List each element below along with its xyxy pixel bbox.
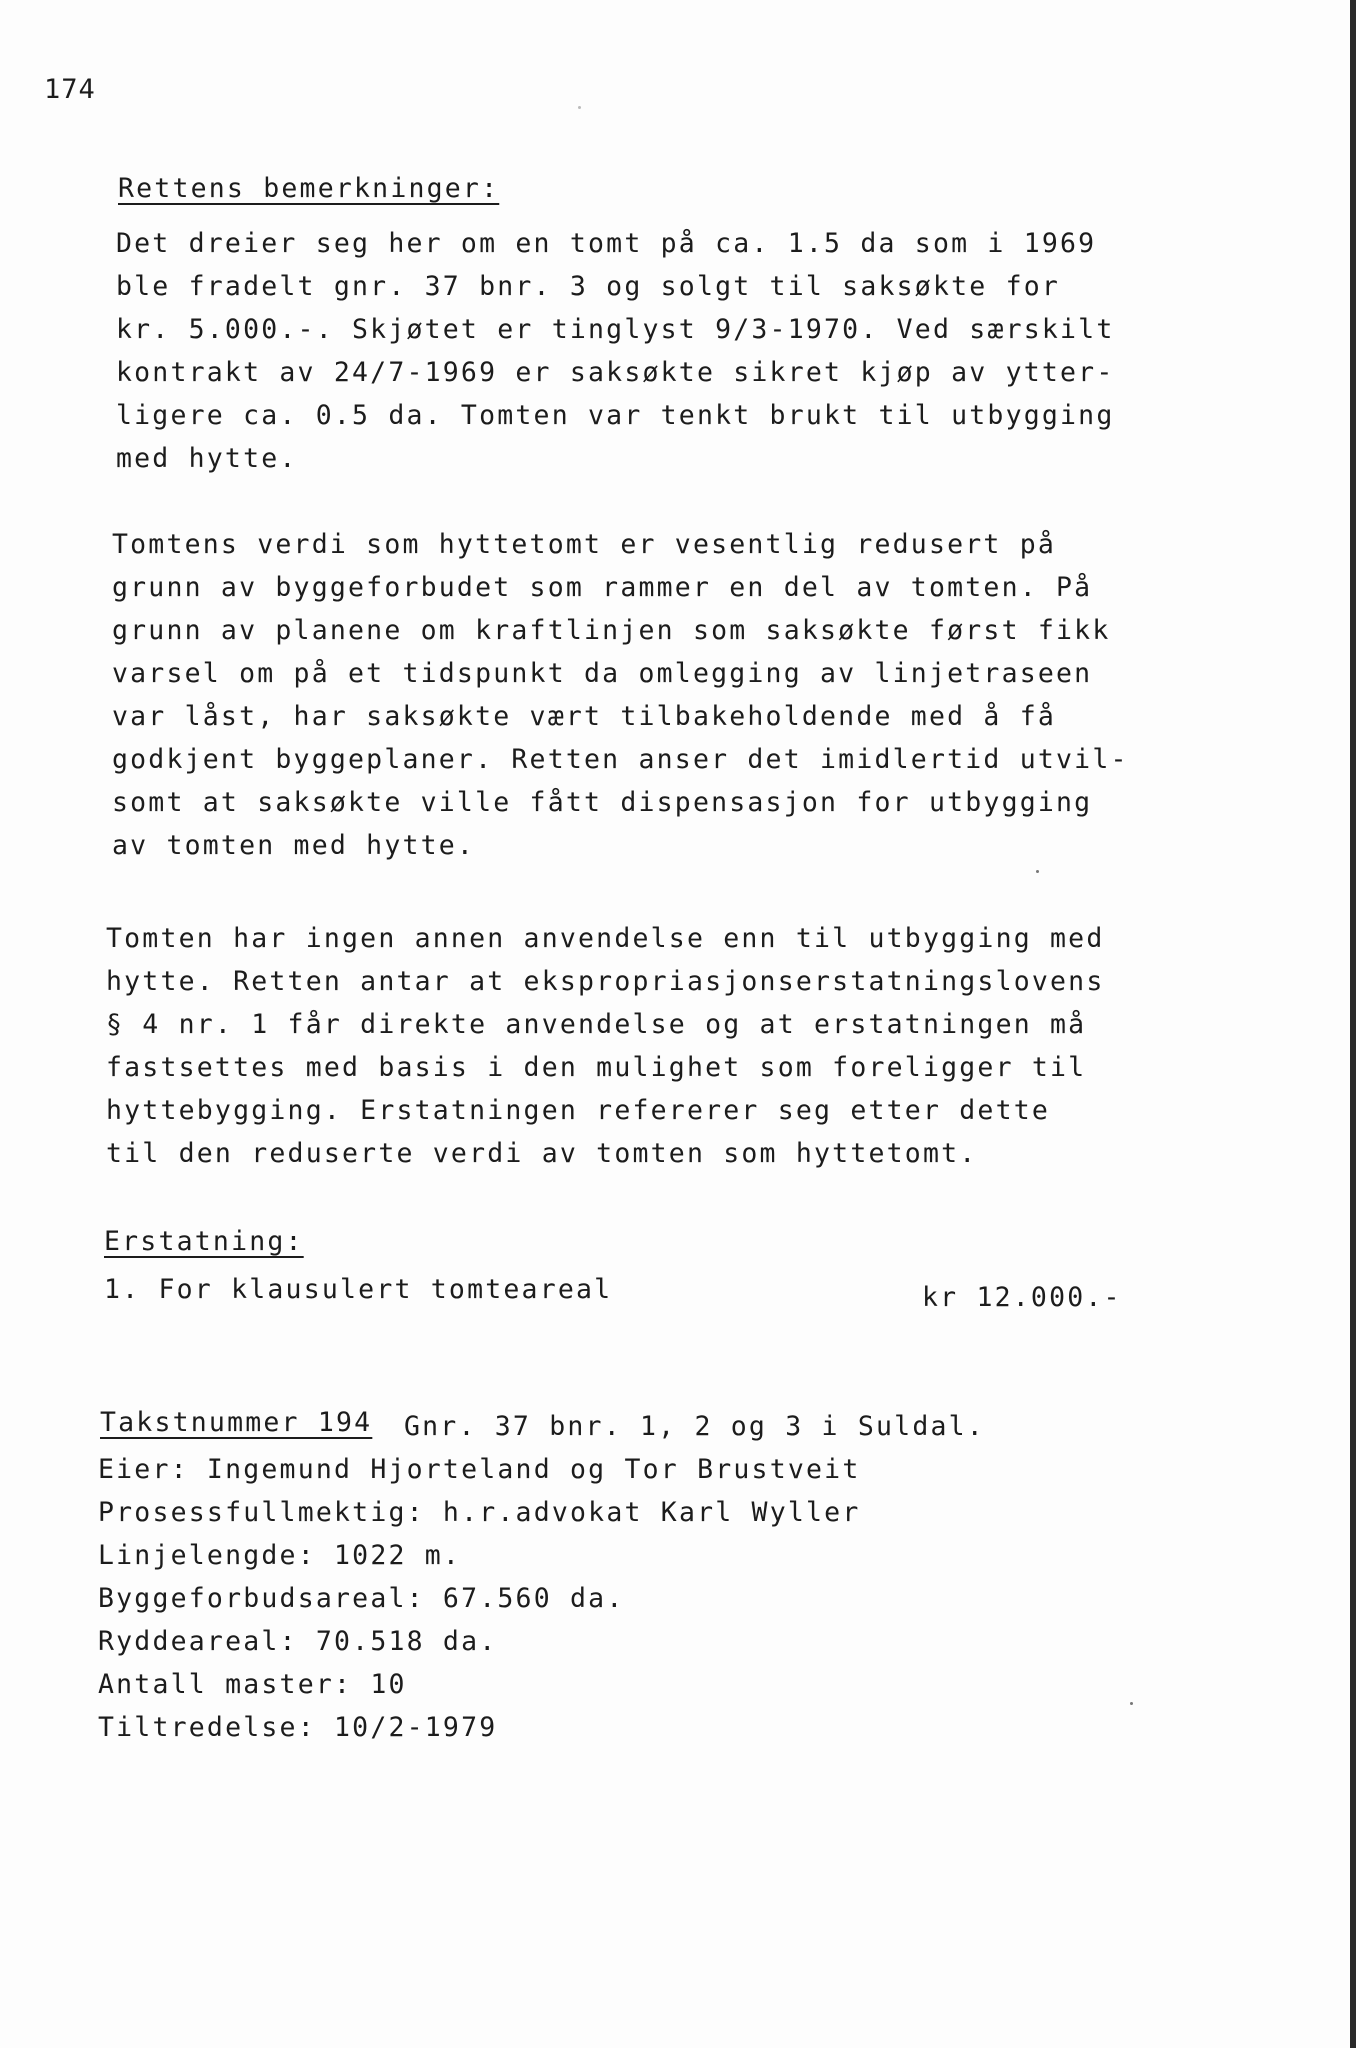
text-line: hytte. Retten antar at ekspropriasjonserstatningslovens (106, 966, 1105, 997)
scan-speck (578, 106, 581, 109)
scan-speck (1130, 1702, 1133, 1705)
paragraph-1 (116, 222, 1115, 480)
compensation-item-amount: kr 12.000.- (922, 1282, 1122, 1313)
text-line: kr. 5.000.-. Skjøtet er tinglyst 9/3-1970. Ved særskilt (116, 314, 1115, 345)
text-line: Tomtens verdi som hyttetomt er vesentlig redusert på (112, 529, 1057, 560)
text-line: ble fradelt gnr. 37 bnr. 3 og solgt til saksøkte for (116, 271, 1061, 302)
scan-edge (1350, 0, 1356, 2048)
text-line: ligere ca. 0.5 da. Tomten var tenkt brukt til utbygging (116, 400, 1115, 431)
text-line: § 4 nr. 1 får direkte anvendelse og at erstatningen må (106, 1009, 1087, 1040)
takst-number-heading: Takstnummer 194 (100, 1407, 373, 1438)
text-line: somt at saksøkte ville fått dispensasjon for utbygging (112, 787, 1093, 818)
scan-speck (1036, 870, 1039, 873)
takst-detail-line: Antall master: 10 (98, 1669, 407, 1700)
compensation-item-label: 1. For klausulert tomteareal (104, 1274, 613, 1305)
paragraph-2 (112, 523, 1129, 867)
takst-detail-line: Ryddeareal: 70.518 da. (98, 1626, 498, 1657)
text-line: grunn av planene om kraftlinjen som saksøkte først fikk (112, 615, 1111, 646)
takst-detail-line: Eier: Ingemund Hjorteland og Tor Brustveit (98, 1454, 861, 1485)
takst-detail-line: Prosessfullmektig: h.r.advokat Karl Wyller (98, 1497, 861, 1528)
takst-detail-line: Byggeforbudsareal: 67.560 da. (98, 1583, 625, 1614)
text-line: varsel om på et tidspunkt da omlegging av linjetraseen (112, 658, 1093, 689)
takst-detail-line: Tiltredelse: 10/2-1979 (98, 1712, 498, 1743)
section-heading-compensation: Erstatning: (104, 1226, 304, 1257)
page-number: 174 (44, 74, 96, 105)
text-line: fastsettes med basis i den mulighet som foreligger til (106, 1052, 1087, 1083)
text-line: av tomten med hytte. (112, 830, 476, 861)
text-line: kontrakt av 24/7-1969 er saksøkte sikret kjøp av ytter- (116, 357, 1115, 388)
text-line: Tomten har ingen annen anvendelse enn til utbygging med (106, 923, 1105, 954)
text-line: med hytte. (116, 443, 298, 474)
text-line: Det dreier seg her om en tomt på ca. 1.5 da som i 1969 (116, 228, 1097, 259)
text-line: til den reduserte verdi av tomten som hyttetomt. (106, 1138, 978, 1169)
takst-details (98, 1448, 860, 1749)
paragraph-3 (106, 917, 1105, 1175)
text-line: var låst, har saksøkte vært tilbakeholdende med å få (112, 701, 1057, 732)
section-heading-remarks: Rettens bemerkninger: (118, 173, 500, 204)
text-line: grunn av byggeforbudet som rammer en del av tomten. På (112, 572, 1093, 603)
text-line: hyttebygging. Erstatningen refererer seg etter dette (106, 1095, 1051, 1126)
takst-detail-line: Linjelengde: 1022 m. (98, 1540, 462, 1571)
takst-property: Gnr. 37 bnr. 1, 2 og 3 i Suldal. (404, 1411, 985, 1442)
text-line: godkjent byggeplaner. Retten anser det imidlertid utvil- (112, 744, 1129, 775)
